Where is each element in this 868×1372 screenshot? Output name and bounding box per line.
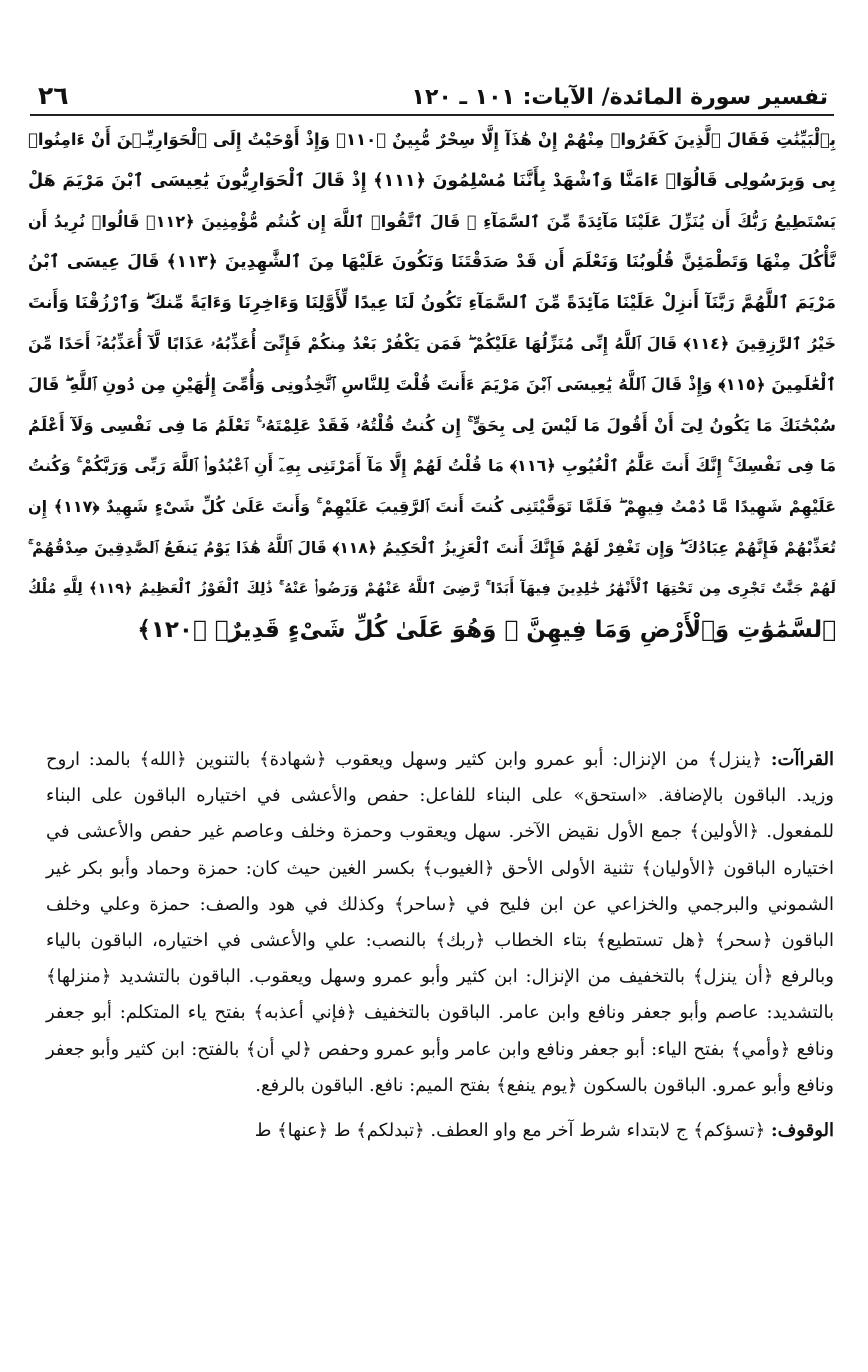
qiraat-heading: القراآت: (770, 749, 834, 770)
verse-line: يَسْتَطِيعُ رَبُّكَ أَن يُنَزِّلَ عَلَيْنَا مَآئِدَةً مِّنَ ٱلسَّمَآءِ ۖ قَالَ ٱتَّقُوا۟ ٱللَّهَ إِن كُنتُم مُّؤْمِنِينَ ﴿١١٢﴾ قَالُوا۟ نُرِيدُ أَن (28, 211, 836, 231)
verse-line: بِى وَبِرَسُولِى قَالُوٓا۟ ءَامَنَّا وَٱشْهَدْ بِأَنَّنَا مُسْلِمُونَ ﴿١١١﴾ إِذْ قَالَ ٱلْحَوَارِيُّونَ يَٰعِيسَى ٱبْنَ مَرْيَمَ هَلْ (28, 170, 836, 191)
verse-line: خَيْرُ ٱلرَّٰزِقِينَ ﴿١١٤﴾ قَالَ ٱللَّهُ إِنِّى مُنَزِّلُهَا عَلَيْكُمْ ۖ فَمَن يَكْفُرْ بَعْدُ مِنكُمْ فَإِنِّىٓ أُعَذِّبُهُۥ عَذَابًا لَّآ أُعَذِّبُهُۥٓ أَحَدًا مِّنَ (28, 333, 836, 353)
commentary-block (46, 742, 834, 1149)
running-title: تفسير سورة المائدة/ الآيات: ١٠١ ـ ١٢٠ (411, 85, 828, 110)
verse-line: لَهُمْ جَنَّٰتٌ تَجْرِى مِن تَحْتِهَا ٱلْأَنْهَٰرُ خَٰلِدِينَ فِيهَآ أَبَدًا ۚ رَّضِىَ ٱللَّهُ عَنْهُمْ وَرَضُوا۟ عَنْهُ ۚ ذَٰلِكَ ٱلْفَوْزُ ٱلْعَظِيمُ ﴿١١٩﴾ لِلَّهِ مُلْكُ (28, 580, 836, 597)
verse-line: بِٱلْبَيِّنَٰتِ فَقَالَ ٱلَّذِينَ كَفَرُوا۟ مِنْهُمْ إِنْ هَٰذَآ إِلَّا سِحْرٌ مُّبِينٌ ﴿١١٠﴾ وَإِذْ أَوْحَيْتُ إِلَى ٱلْحَوَارِيِّـۧنَ أَنْ ءَامِنُوا۟ (28, 130, 836, 149)
verse-line: تُعَذِّبْهُمْ فَإِنَّهُمْ عِبَادُكَ ۖ وَإِن تَغْفِرْ لَهُمْ فَإِنَّكَ أَنتَ ٱلْعَزِيزُ ٱلْحَكِيمُ ﴿١١٨﴾ قَالَ ٱللَّهُ هَٰذَا يَوْمُ يَنفَعُ ٱلصَّٰدِقِينَ صِدْقُهُمْ ۚ (28, 538, 836, 557)
page-number: ٢٦ (38, 81, 69, 110)
header-divider (30, 114, 834, 116)
verse-line: عَلَيْهِمْ شَهِيدًا مَّا دُمْتُ فِيهِمْ ۖ فَلَمَّا تَوَفَّيْتَنِى كُنتَ أَنتَ ٱلرَّقِيبَ عَلَيْهِمْ ۚ وَأَنتَ عَلَىٰ كُلِّ شَىْءٍ شَهِيدٌ ﴿١١٧﴾ إِن (28, 497, 836, 517)
qiraat-paragraph (46, 742, 834, 1104)
verse-line: ٱلْعَٰلَمِينَ ﴿١١٥﴾ وَإِذْ قَالَ ٱللَّهُ يَٰعِيسَى ٱبْنَ مَرْيَمَ ءَأَنتَ قُلْتَ لِلنَّاسِ ٱتَّخِذُونِى وَأُمِّىَ إِلَٰهَيْنِ مِن دُونِ ٱللَّهِ ۖ قَالَ (28, 374, 836, 394)
wuquf-text: ﴿تسؤكم﴾ ج لابتداء شرط آخر مع واو العطف. ﴿تبدلكم﴾ ط ﴿عنها﴾ ط (254, 1120, 771, 1142)
verse-line: ٱلسَّمَٰوَٰتِ وَٱلْأَرْضِ وَمَا فِيهِنَّ ۚ وَهُوَ عَلَىٰ كُلِّ شَىْءٍ قَدِيرٌۢ ﴿١٢٠﴾ (137, 616, 836, 643)
verse-line: نَّأْكُلَ مِنْهَا وَتَطْمَئِنَّ قُلُوبُنَا وَنَعْلَمَ أَن قَدْ صَدَقْتَنَا وَنَكُونَ عَلَيْهَا مِنَ ٱلشَّٰهِدِينَ ﴿١١٣﴾ قَالَ عِيسَى ٱبْنُ (28, 252, 836, 273)
verse-line: مَرْيَمَ ٱللَّهُمَّ رَبَّنَآ أَنزِلْ عَلَيْنَا مَآئِدَةً مِّنَ ٱلسَّمَآءِ تَكُونُ لَنَا عِيدًا لِّأَوَّلِنَا وَءَاخِرِنَا وَءَايَةً مِّنكَ ۖ وَٱرْزُقْنَا وَأَنتَ (28, 293, 836, 314)
verse-line: سُبْحَٰنَكَ مَا يَكُونُ لِىٓ أَنْ أَقُولَ مَا لَيْسَ لِى بِحَقٍّ ۚ إِن كُنتُ قُلْتُهُۥ فَقَدْ عَلِمْتَهُۥ ۚ تَعْلَمُ مَا فِى نَفْسِى وَلَآ أَعْلَمُ (28, 415, 836, 435)
quran-verses-block (28, 120, 836, 732)
wuquf-heading: الوقوف: (771, 1120, 834, 1142)
verse-line: مَا فِى نَفْسِكَ ۚ إِنَّكَ أَنتَ عَلَّٰمُ ٱلْغُيُوبِ ﴿١١٦﴾ مَا قُلْتُ لَهُمْ إِلَّا مَآ أَمَرْتَنِى بِهِۦٓ أَنِ ٱعْبُدُوا۟ ٱللَّهَ رَبِّى وَرَبَّكُمْ ۚ وَكُنتُ (28, 456, 836, 476)
wuquf-paragraph (46, 1113, 834, 1149)
page-header (38, 70, 828, 110)
qiraat-text: ﴿ينزل﴾ من الإنزال: أبو عمرو وابن كثير وسهل ويعقوب ﴿شهادة﴾ بالتنوين ﴿الله﴾ بالمد: اروح وزيد. الباقون بالإضافة. «استحق» على البناء للفاعل: حفص والأعشى في اختياره الباقون على البناء للمفعول. ﴿الأولين﴾ جمع الأول نقيض الآخر. سهل ويعقوب وحمزة وخلف وعاصم غير حفص والأعشى في اختياره الباقون ﴿الأوليان﴾ تثنية الأولى الأحق ﴿الغيوب﴾ بكسر الغين حيث كان: حمزة وحماد وأبو بكر غير الشموني والبرجمي والخزاعي عن ابن فليح في ﴿ساحر﴾ وكذلك في هود والصف: حمزة وعلي وخلف الباقون ﴿سحر﴾ ﴿هل تستطيع﴾ بتاء الخطاب ﴿ربك﴾ بالنصب: علي والأعشى في اختياره، الباقون بالياء وبالرفع ﴿أن ينزل﴾ بالتخفيف من الإنزال: ابن كثير وأبو عمرو وسهل ويعقوب. الباقون بالتشديد ﴿منزلها﴾ بالتشديد: عاصم وأبو جعفر ونافع وابن عامر. الباقون بالتخفيف ﴿فإني أعذبه﴾ بفتح ياء المتكلم: أبو جعفر ونافع ﴿وأمي﴾ بفتح الياء: أبو جعفر ونافع وابن عامر وأبو عمرو وحفص ﴿لي أن﴾ بالفتح: ابن كثير وأبو جعفر ونافع وأبو عمرو. الباقون بالسكون ﴿يوم ينفع﴾ بفتح الميم: نافع. الباقون بالرفع. (46, 749, 834, 1096)
